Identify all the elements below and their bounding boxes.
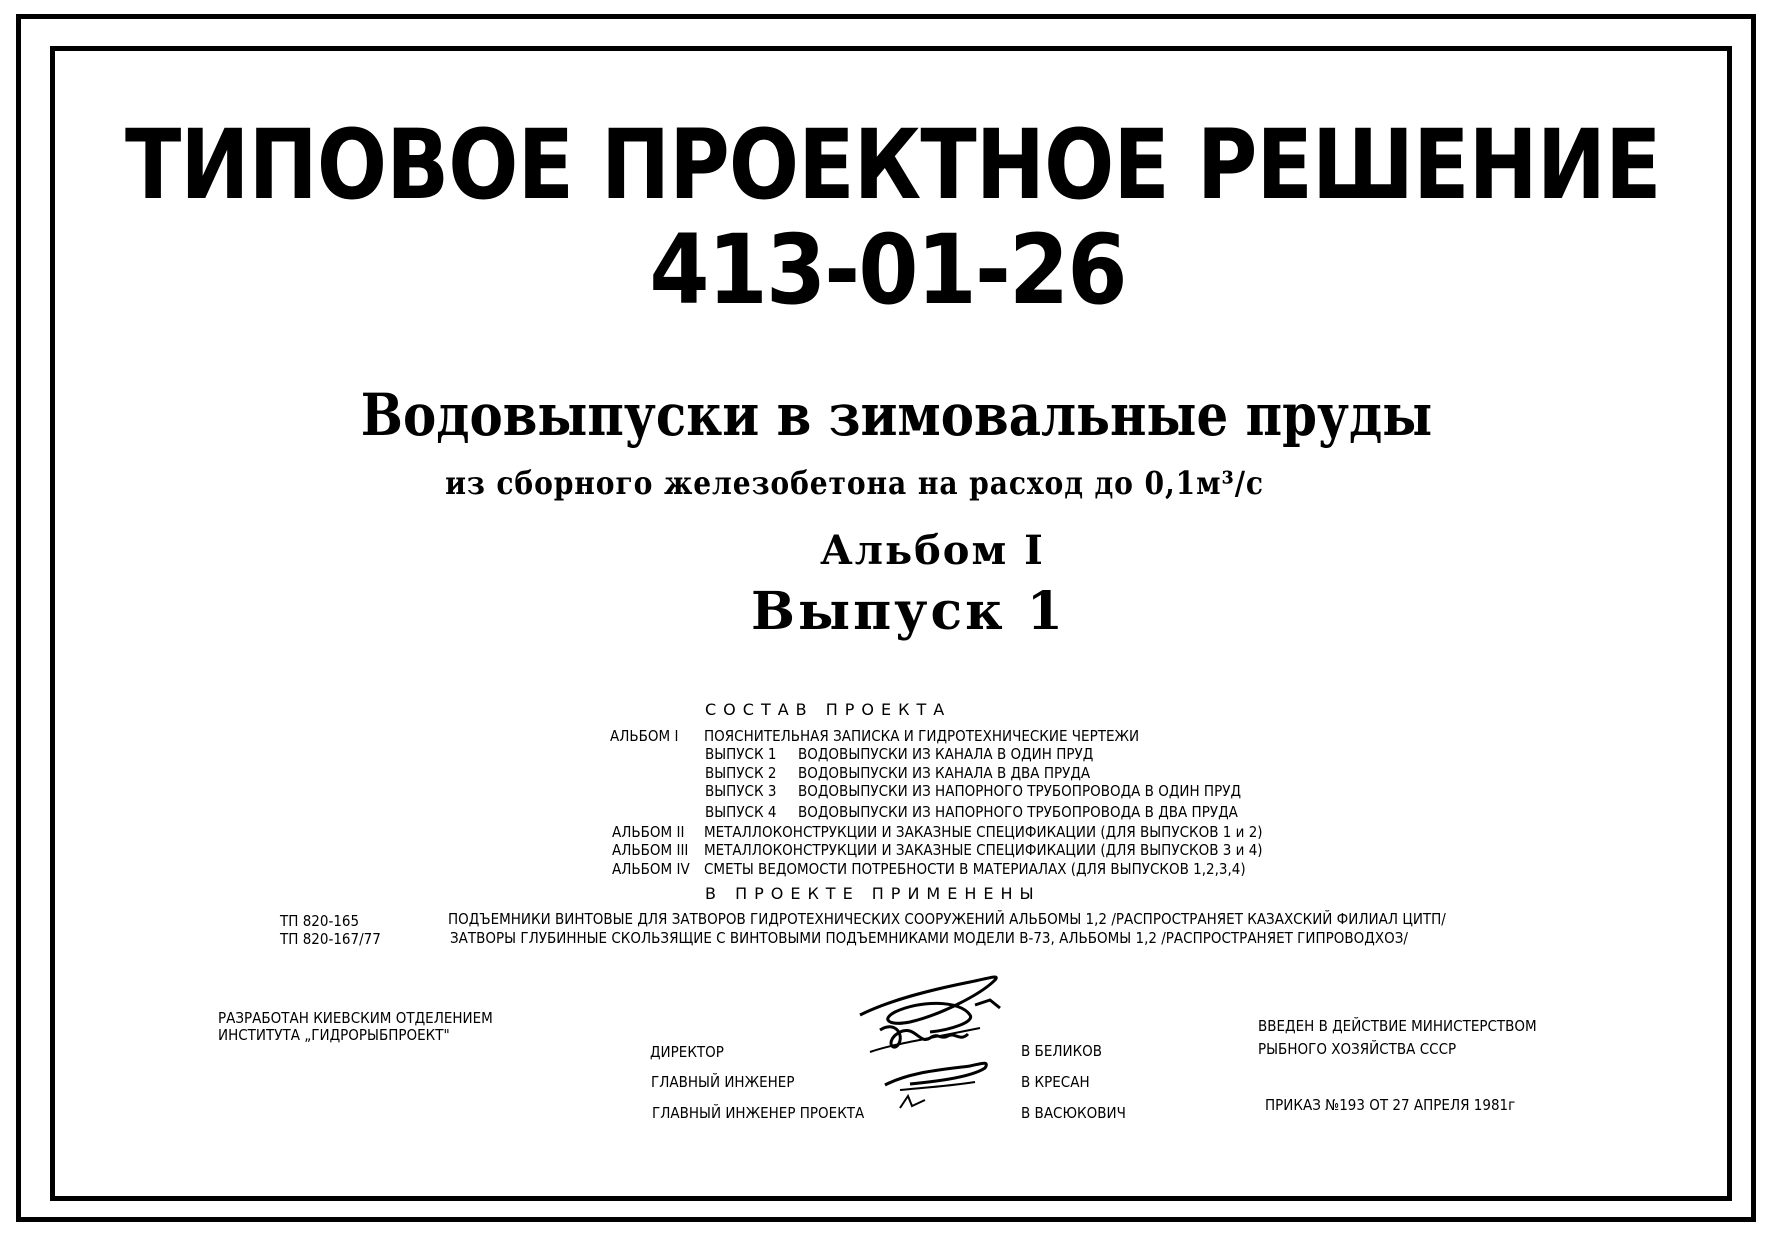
- album-heading: Альбом I: [820, 527, 1045, 574]
- issue-2-text: ВОДОВЫПУСКИ ИЗ КАНАЛА В ДВА ПРУДА: [798, 764, 1091, 782]
- album2-label: АЛЬБОМ II: [612, 823, 685, 841]
- issue-3-label: ВЫПУСК 3: [705, 782, 777, 800]
- project-code: 413-01-26: [649, 214, 1126, 326]
- issue-1-text: ВОДОВЫПУСКИ ИЗ КАНАЛА В ОДИН ПРУД: [798, 745, 1094, 763]
- issue-4-label: ВЫПУСК 4: [705, 803, 777, 821]
- applied-1-text: ПОДЪЕМНИКИ ВИНТОВЫЕ ДЛЯ ЗАТВОРОВ ГИДРОТЕХНИЧЕСКИХ СООРУЖЕНИЙ АЛЬБОМЫ 1,2 /РАСПРОСТРАНЯЕТ КАЗАХСКИЙ ФИЛИАЛ ЦИТП/: [448, 910, 1446, 928]
- applied-2-code: ТП 820-167/77: [280, 930, 381, 948]
- developer-line2: ИНСТИТУТА „ГИДРОРЫБПРОЕКТ": [218, 1026, 450, 1044]
- issue-3-text: ВОДОВЫПУСКИ ИЗ НАПОРНОГО ТРУБОПРОВОДА В ОДИН ПРУД: [798, 782, 1242, 800]
- project-subtitle: Водовыпуски в зимовальные пруды: [360, 381, 1433, 449]
- album4-label: АЛЬБОМ IV: [612, 860, 690, 878]
- signatory-role-director: ДИРЕКТОР: [650, 1043, 724, 1061]
- album3-label: АЛЬБОМ III: [612, 841, 689, 859]
- signatory-role-chief-project-engineer: ГЛАВНЫЙ ИНЖЕНЕР ПРОЕКТА: [652, 1104, 865, 1122]
- album3-text: МЕТАЛЛОКОНСТРУКЦИИ И ЗАКАЗНЫЕ СПЕЦИФИКАЦИИ (ДЛЯ ВЫПУСКОВ 3 и 4): [704, 841, 1263, 859]
- developer-line1: РАЗРАБОТАН КИЕВСКИМ ОТДЕЛЕНИЕМ: [218, 1009, 493, 1027]
- enacted-line1: ВВЕДЕН В ДЕЙСТВИЕ МИНИСТЕРСТВОМ: [1258, 1017, 1537, 1035]
- applied-1-code: ТП 820-165: [280, 912, 360, 930]
- album1-text: ПОЯСНИТЕЛЬНАЯ ЗАПИСКА И ГИДРОТЕХНИЧЕСКИЕ ЧЕРТЕЖИ: [704, 727, 1140, 745]
- applied-heading: В ПРОЕКТЕ ПРИМЕНЕНЫ: [705, 884, 1041, 903]
- signatory-name-chief-project-engineer: В ВАСЮКОВИЧ: [1021, 1104, 1126, 1122]
- order-reference: ПРИКАЗ №193 ОТ 27 АПРЕЛЯ 1981г: [1265, 1096, 1516, 1114]
- signatory-name-director: В БЕЛИКОВ: [1021, 1042, 1103, 1060]
- handwritten-signatures: [850, 960, 1020, 1110]
- issue-heading: Выпуск 1: [751, 581, 1066, 642]
- applied-2-text: ЗАТВОРЫ ГЛУБИННЫЕ СКОЛЬЗЯЩИЕ С ВИНТОВЫМИ ПОДЪЕМНИКАМИ МОДЕЛИ В-73, АЛЬБОМЫ 1,2 /РАСПРОСТРАНЯЕТ ГИПРОВОДХОЗ/: [450, 929, 1408, 947]
- enacted-line2: РЫБНОГО ХОЗЯЙСТВА СССР: [1258, 1040, 1457, 1058]
- album4-text: СМЕТЫ ВЕДОМОСТИ ПОТРЕБНОСТИ В МАТЕРИАЛАХ (ДЛЯ ВЫПУСКОВ 1,2,3,4): [704, 860, 1246, 878]
- album1-label: АЛЬБОМ I: [610, 727, 679, 745]
- album2-text: МЕТАЛЛОКОНСТРУКЦИИ И ЗАКАЗНЫЕ СПЕЦИФИКАЦИИ (ДЛЯ ВЫПУСКОВ 1 и 2): [704, 823, 1263, 841]
- issue-2-label: ВЫПУСК 2: [705, 764, 777, 782]
- issue-4-text: ВОДОВЫПУСКИ ИЗ НАПОРНОГО ТРУБОПРОВОДА В ДВА ПРУДА: [798, 803, 1238, 821]
- issue-1-label: ВЫПУСК 1: [705, 745, 777, 763]
- composition-heading: СОСТАВ ПРОЕКТА: [705, 700, 952, 719]
- document-title: ТИПОВОЕ ПРОЕКТНОЕ РЕШЕНИЕ: [124, 109, 1661, 221]
- project-subtitle-line2: из сборного железобетона на расход до 0,1м³/с: [445, 464, 1264, 502]
- signatory-name-chief-engineer: В КРЕСАН: [1021, 1073, 1090, 1091]
- signatory-role-chief-engineer: ГЛАВНЫЙ ИНЖЕНЕР: [651, 1073, 795, 1091]
